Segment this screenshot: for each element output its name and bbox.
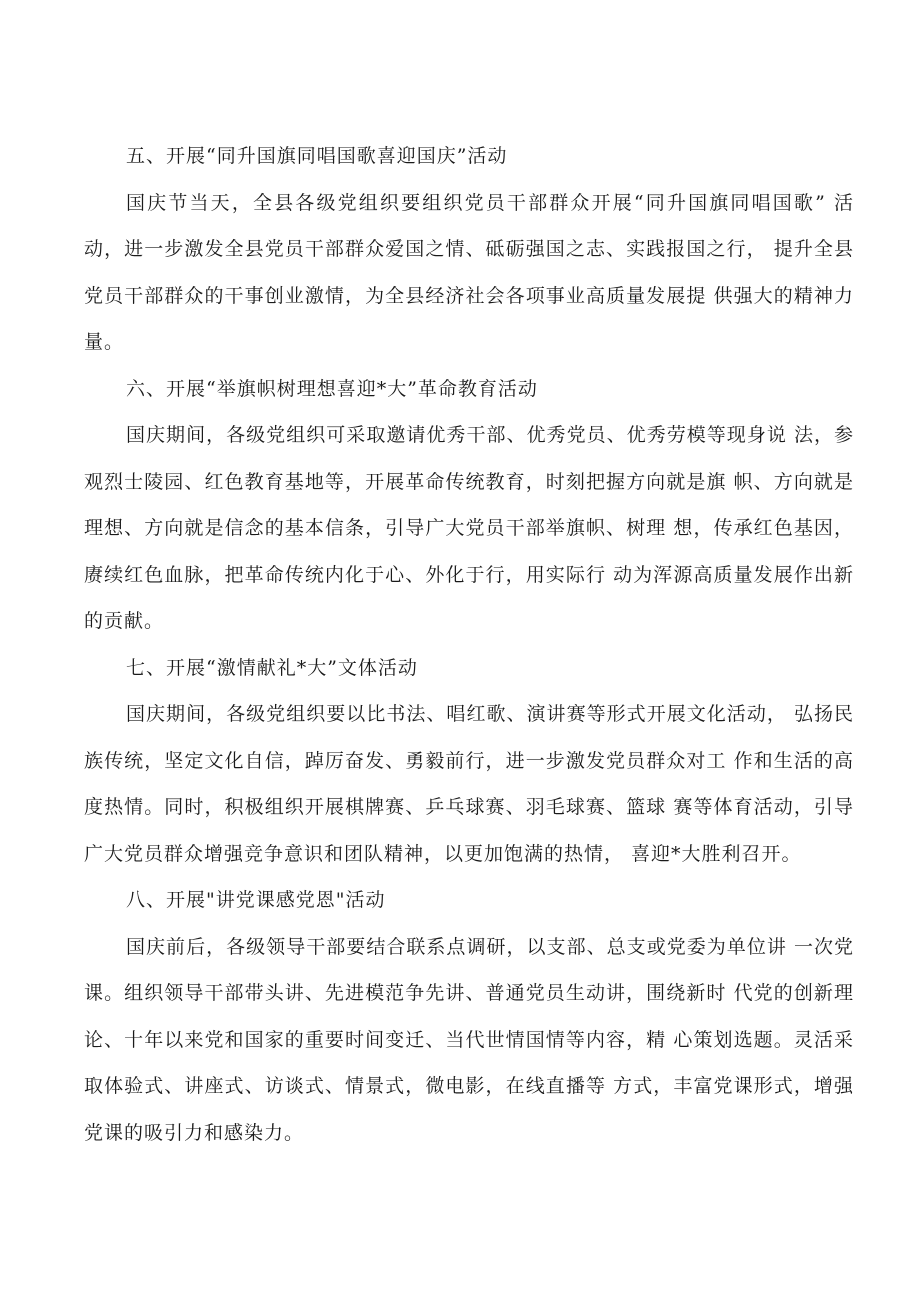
section-heading-5: 五、开展“同升国旗同唱国歌喜迎国庆”活动 bbox=[126, 145, 508, 167]
section-heading-8: 八、开展"讲党课感党恩"活动 bbox=[126, 889, 386, 911]
section-paragraph-5: 国庆节当天，全县各级党组织要组织党员干部群众开展“同升国旗同唱国歌” 活动，进一步激发全县党员干部群众爱国之情、砥砺强国之志、实践报国之行， 提升全县党员干部群众的干事创业激情，为全县经济社会各项事业高质量发展提 供强大的精神力量。 bbox=[84, 191, 854, 353]
section-heading-7: 七、开展“激情献礼*大”文体活动 bbox=[126, 656, 418, 679]
section-heading-6: 六、开展“举旗帜树理想喜迎*大”革命教育活动 bbox=[126, 377, 538, 400]
document-body bbox=[84, 133, 854, 1156]
section-paragraph-6: 国庆期间，各级党组织可采取邀请优秀干部、优秀党员、优秀劳模等现身说 法，参观烈士陵园、红色教育基地等，开展革命传统教育，时刻把握方向就是旗 帜、方向就是理想、方向就是信念的基本信条，引导广大党员干部举旗帜、树理 想，传承红色基因，赓续红色血脉，把革命传统内化于心、外化于行，用实际行 动为浑源高质量发展作出新的贡献。 bbox=[84, 424, 854, 632]
section-paragraph-7: 国庆期间，各级党组织要以比书法、唱红歌、演讲赛等形式开展文化活动， 弘扬民族传统，坚定文化自信，踔厉奋发、勇毅前行，进一步激发党员群众对工 作和生活的高度热情。同时，积极组织开展棋牌赛、乒乓球赛、羽毛球赛、篮球 赛等体育活动，引导广大党员群众增强竞争意识和团队精神，以更加饱满的热情， 喜迎*大胜利召开。 bbox=[84, 703, 854, 865]
section-paragraph-8: 国庆前后，各级领导干部要结合联系点调研，以支部、总支或党委为单位讲 一次党课。组织领导干部带头讲、先进模范争先讲、普通党员生动讲，围绕新时 代党的创新理论、十年以来党和国家的重要时间变迁、当代世情国情等内容，精 心策划选题。灵活采取体验式、讲座式、访谈式、情景式，微电影，在线直播等 方式，丰富党课形式，增强党课的吸引力和感染力。 bbox=[84, 935, 854, 1144]
